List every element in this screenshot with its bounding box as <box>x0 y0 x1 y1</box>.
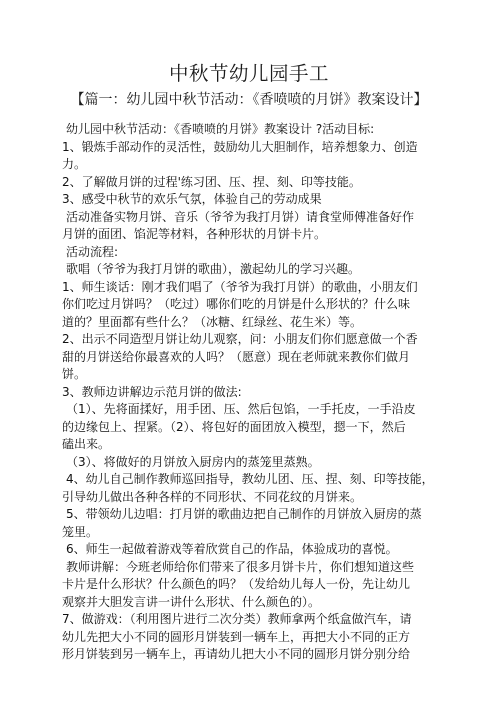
paragraph-line: 甜的月饼送给你最喜欢的人吗？（愿意）现在老师就来教你们做月 <box>62 349 411 364</box>
document-subtitle: 【篇一：幼儿园中秋节活动：《香喷喷的月饼》教案设计】 <box>70 92 428 108</box>
paragraph-line: 5、带领幼儿边唱：打月饼的歌曲边把自己制作的月饼放入厨房的蒸 <box>66 507 422 521</box>
paragraph-line: 6、师生一起做着游戏等着欣赏自己的作品，体验成功的喜悦。 <box>66 542 398 556</box>
document-title: 中秋节幼儿园手工 <box>168 62 329 85</box>
paragraph-line: 卡片是什么形状？什么颜色的吗？（发给幼儿每人一份，先让幼儿 <box>62 577 411 591</box>
paragraph-line: 教师讲解：今班老师给你们带来了很多月饼卡片，你们想知道这些 <box>66 559 415 574</box>
paragraph-line: 引导幼儿做出各种各样的不同形状、不同花纹的月饼来。 <box>62 489 363 504</box>
paragraph-line: 磕出来。 <box>62 437 111 451</box>
paragraph-line: 观察并大胆发言讲一讲什么形状、什么颜色的）。 <box>62 594 321 609</box>
paragraph-line: 笼里。 <box>62 524 99 539</box>
paragraph-line: 歌唱（爷爷为我打月饼的歌曲），激起幼儿的学习兴趣。 <box>66 262 361 276</box>
paragraph-line: （3）、将做好的月饼放入厨房内的蒸笼里蒸熟。 <box>66 454 320 469</box>
paragraph-line: 饼。 <box>62 367 87 381</box>
paragraph-line: 的边缘包上、捏紧。（2）、将包好的面团放入模型，摁一下，然后 <box>62 419 406 434</box>
paragraph-line: 形月饼装到另一辆车上，再请幼儿把大小不同的圆形月饼分别分给 <box>62 647 411 661</box>
document-body <box>62 121 436 664</box>
paragraph-line: 力。 <box>62 157 87 171</box>
paragraph-line: 7、做游戏：（利用图片进行二次分类）教师拿两个纸盒做汽车，请 <box>62 612 412 626</box>
paragraph-line: 2、出示不同造型月饼让幼儿观察，问：小朋友们你们愿意做一个香 <box>62 332 418 346</box>
paragraph-line: 3、感受中秋节的欢乐气氛，体验自己的劳动成果 <box>62 192 322 206</box>
paragraph-line: 月饼的面团、馅泥等材料，各种形状的月饼卡片。 <box>62 227 327 241</box>
paragraph-line: 3、教师边讲解边示范月饼的做法: <box>62 384 242 399</box>
paragraph-line: （1）、先将面揉好，用手团、压、然后包馅，一手托皮，一手沿皮 <box>66 402 416 416</box>
paragraph-line: 幼儿园中秋节活动：《香喷喷的月饼》教案设计 ?活动目标: <box>66 122 375 136</box>
paragraph-line: 幼儿先把大小不同的圆形月饼装到一辆车上，再把大小不同的正方 <box>62 629 411 644</box>
paragraph-line: 道的？里面都有些什么？（冰糖、红绿丝、花生米）等。 <box>62 314 363 329</box>
paragraph-line: 活动流程: <box>66 244 119 259</box>
paragraph-line: 4、幼儿自己制作教师巡回指导，教幼儿团、压、捏、刻、印等技能， <box>66 472 434 486</box>
paragraph-line: 1、师生谈话：刚才我们唱了（爷爷为我打月饼）的歌曲，小朋友们 <box>62 279 418 294</box>
paragraph-line: 1、锻炼手部动作的灵活性，鼓励幼儿大胆制作，培养想象力、创造 <box>62 139 418 154</box>
paragraph-line: 活动准备实物月饼、音乐（爷爷为我打月饼）请食堂师傅准备好作 <box>66 209 415 224</box>
paragraph-line: 2、了解做月饼的过程'练习团、压、捏、刻、印等技能。 <box>62 174 361 189</box>
paragraph-line: 你们吃过月饼吗？（吃过）哪你们吃的月饼是什么形状的？什么味 <box>62 297 411 311</box>
